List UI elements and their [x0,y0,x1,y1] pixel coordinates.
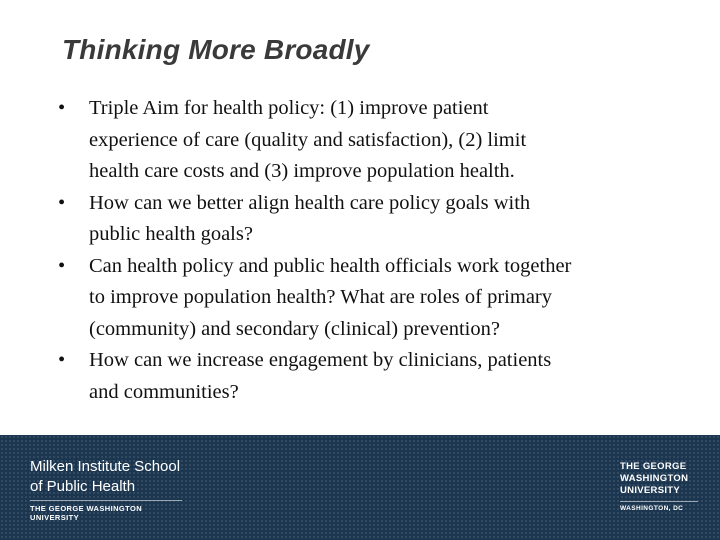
bullet-line: Can health policy and public health officials work together [89,254,572,277]
gw-logo-line: UNIVERSITY [620,485,681,496]
bullet-line: How can we better align health care policy goals with [89,191,531,214]
milken-logo-line: Milken Institute School [30,458,181,475]
milken-institute-logo [30,457,182,522]
bullet-line: How can we increase engagement by clinicians, patients [89,349,552,371]
bullet-item [56,251,676,346]
bullet-line: Triple Aim for health policy: (1) improve patient [89,97,489,119]
bullet-dot-icon: • [58,349,66,371]
bullet-dot-icon: • [58,191,66,214]
gw-logo-line: WASHINGTON [620,473,689,484]
bullet-line: public health goals? [89,223,253,245]
bullet-line: experience of care (quality and satisfaction), (2) limit [89,128,527,151]
milken-logo-line: of Public Health [30,478,136,495]
gw-logo-line: THE GEORGE [620,461,687,472]
bullet-list [56,93,676,408]
bullet-line: to improve population health? What are roles of primary [89,286,553,308]
bullet-line: and communities? [89,380,239,403]
bullet-dot-icon: • [58,254,66,277]
footer-banner [0,435,720,540]
bullet-item [56,188,676,251]
slide-title: Thinking More Broadly [62,34,370,65]
bullet-line: (community) and secondary (clinical) prevention? [89,317,500,340]
bullet-item [56,345,676,408]
bullet-item [56,93,676,188]
bullet-line: health care costs and (3) improve population health. [89,160,515,182]
gw-logo-location: WASHINGTON, DC [620,501,698,512]
bullet-dot-icon: • [58,97,66,119]
gw-university-logo [620,461,698,512]
milken-logo-subline: THE GEORGE WASHINGTON UNIVERSITY [30,500,182,522]
